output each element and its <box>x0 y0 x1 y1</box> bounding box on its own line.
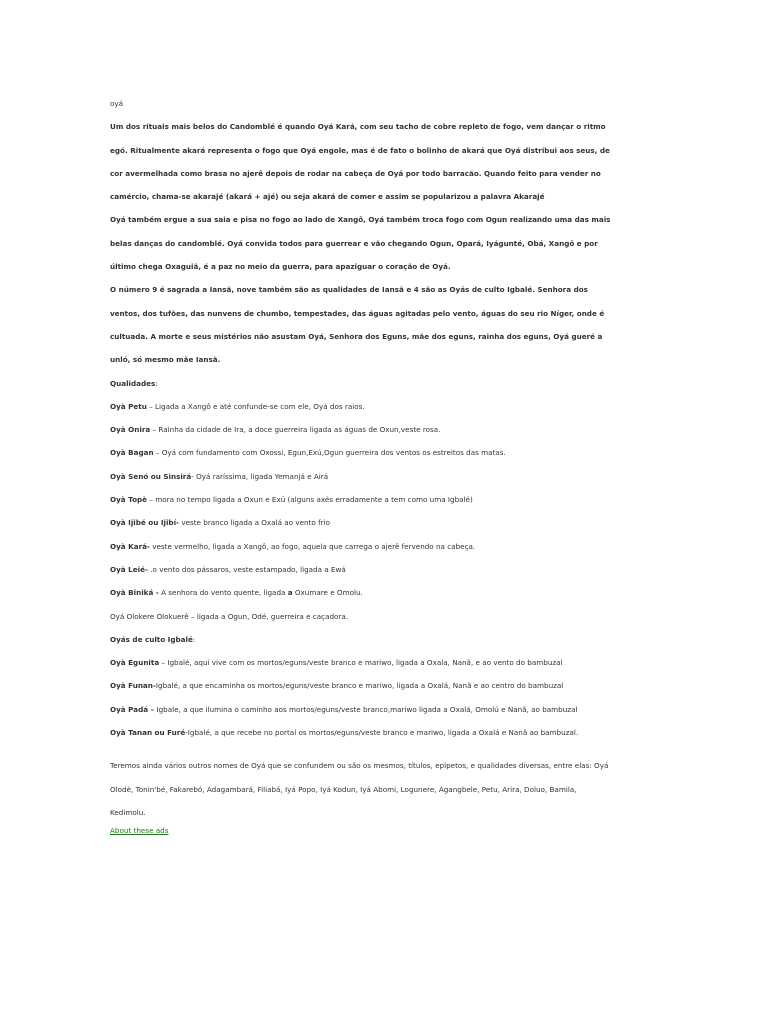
igbale-desc: Igbalé, a que encaminha os mortos/eguns/veste branco e mariwo, ligada a Oxalá, Nanã e ao centro do bambuzal <box>155 681 564 691</box>
qualidades-heading-text: Qualidades <box>110 378 156 388</box>
qualidade-desc: – Oyá com fundamento com Oxossi, Egun,Exú,Ogun guerreira dos ventos os estreitos das matas. <box>153 448 506 458</box>
qualidade-item <box>110 465 655 488</box>
qualidade-desc: – Ligada a Xangô e até confunde-se com ele, Oyá dos raios. <box>146 401 365 411</box>
para3-line-3: cultuada. A morte e seus mistérios não asustam Oyá, Senhora dos Eguns, mãe dos eguns, rainha dos eguns, Oyá gueré a <box>110 331 603 341</box>
igbale-colon: : <box>192 634 196 644</box>
closing-line-3: Kedimolu. <box>110 807 146 817</box>
qualidade-bold-word: a <box>287 588 293 598</box>
igbale-item <box>110 651 655 674</box>
olokere-line: Oyá Olokere Olokuerê – ligada a Ogun, Odé, guerreira e caçadora. <box>110 611 349 621</box>
para1-line-1: Um dos rituais mais belos do Candomblé é quando Oyá Kará, com seu tacho de cobre repleto de fogo, vem dançar o ritmo <box>110 122 606 132</box>
para1-line-2: egó. Ritualmente akará representa o fogo que Oyá engole, mas é de fato o bolinho de akará que Oyá distribui aos seus, de <box>110 145 610 155</box>
qualidade-item <box>110 488 655 511</box>
qualidade-desc: veste vermelho, ligada a Xangô, ao fogo, aquela que carrega o ajerê fervendo na cabeça. <box>149 541 476 551</box>
igbale-item <box>110 674 655 697</box>
igbale-name: Oyà Padá – <box>110 704 155 714</box>
about-ads-link[interactable]: About these ads <box>110 826 169 836</box>
igbale-heading-text: Oyás de culto Igbalé <box>110 634 193 644</box>
qualidade-name: Oyà Biniká - <box>110 588 159 598</box>
qualidade-desc: – mora no tempo ligada a Oxun e Exú (alguns axés erradamente a tem como uma Igbalé) <box>147 495 473 505</box>
igbale-item <box>110 721 655 744</box>
spacer <box>110 744 655 754</box>
qualidade-name: Oyà Onira <box>110 425 151 435</box>
qualidade-item <box>110 558 655 581</box>
qualidades-heading <box>110 372 655 395</box>
para2-line-1: Oyá também ergue a sua saia e pisa no fogo ao lado de Xangô, Oyá também troca fogo com Ogun realizando uma das mais <box>110 215 611 225</box>
igbale-desc: – Igbalé, aqui vive com os mortos/eguns/veste branco e mariwo, ligada a Oxala, Nanã, e ao vento do bambuzal <box>159 658 563 668</box>
qualidade-name: Oyà Senó ou Sinsirá <box>110 471 192 481</box>
igbale-desc: Igbale, a que ilumina o caminho aos mortos/eguns/veste branco,mariwo ligada a Oxalá, Omolú e Nanã, ao bambuzal <box>154 704 578 714</box>
closing-line-2: Olodè, Tonin'bé, Fakarebó, Adagambará, Filiabá, Iyá Popo, Iyá Kodun, Iyá Abomi, Logunere, Agangbele, Petu, Arira, Doluo, Bamila, <box>110 784 577 794</box>
qualidade-name: Oyà Ijibé ou Ijibí- <box>110 518 180 528</box>
para3-line-4: unló, só mesmo mãe Iansã. <box>110 355 221 365</box>
qualidade-desc: veste branco ligada a Oxalá ao vento frio <box>179 518 330 528</box>
qualidades-colon: : <box>155 378 158 388</box>
article-title: oyá <box>110 99 124 108</box>
igbale-name: Oyà Funan- <box>110 681 156 691</box>
igbale-heading <box>110 628 655 651</box>
qualidade-name: Oyà Topè <box>110 495 148 505</box>
qualidade-desc: .o vento dos pássaros, veste estampado, ligada a Ewá <box>147 564 346 574</box>
qualidade-desc: - Oyá raríssima, ligada Yemanjá e Airá <box>191 471 329 481</box>
qualidade-desc-tail: Oxumare e Omolu. <box>292 588 363 598</box>
qualidade-item <box>110 395 655 418</box>
igbale-name: Oyà Egunita <box>110 658 160 668</box>
para1-line-3: cor avermelhada como brasa no ajerê depois de rodar na cabeça de Oyá por todo barracão. Quando feito para vender no <box>110 168 601 178</box>
qualidade-name: Oyà Bagan <box>110 448 154 458</box>
igbale-name: Oyà Tanan ou Furé <box>110 728 186 738</box>
igbale-desc: -Igbalé, a que recebe no portal os mortos/eguns/veste branco e mariwo, ligada a Oxalá e Nanã ao bambuzal. <box>185 728 579 738</box>
qualidade-item <box>110 441 655 464</box>
article <box>110 92 655 838</box>
para3-line-2: ventos, dos tufões, das nunvens de chumbo, tempestades, das águas agitadas pelo vento, águas do seu rio Níger, onde é <box>110 308 605 318</box>
closing-line-1: Teremos ainda vários outros nomes de Oyá que se confundem ou são os mesmos, títulos, epípetos, e qualidades diversas, entre elas: Oyá <box>110 761 609 771</box>
qualidade-item <box>110 418 655 441</box>
qualidade-item <box>110 581 655 604</box>
igbale-item <box>110 698 655 721</box>
para2-line-3: último chega Oxaguiã, é a paz no meio da guerra, para apaziguar o coração de Oyá. <box>110 262 451 272</box>
qualidade-item <box>110 511 655 534</box>
para2-line-2: belas danças do candomblé. Oyá convida todos para guerrear e vão chegando Ogun, Opará, Iyágunté, Obá, Xangô e por <box>110 238 598 248</box>
qualidade-name: Oyà Petu <box>110 401 147 411</box>
qualidade-name: Oyà Leié- <box>110 564 148 574</box>
qualidade-item <box>110 535 655 558</box>
qualidade-desc: A senhora do vento quente, ligada <box>158 588 288 598</box>
qualidade-name: Oyà Kará- <box>110 541 150 551</box>
para3-line-1: O número 9 é sagrada a Iansã, nove também são as qualidades de Iansã e 4 são as Oyás de culto Igbalé. Senhora dos <box>110 285 588 295</box>
para1-line-4: camércio, chama-se akarajé (akará + ajé) ou seja akará de comer e assim se popularizou a palavra Akarajé <box>110 192 545 202</box>
qualidade-desc: – Rainha da cidade de Ira, a doce guerreira ligada as águas de Oxun,veste rosa. <box>150 425 441 435</box>
